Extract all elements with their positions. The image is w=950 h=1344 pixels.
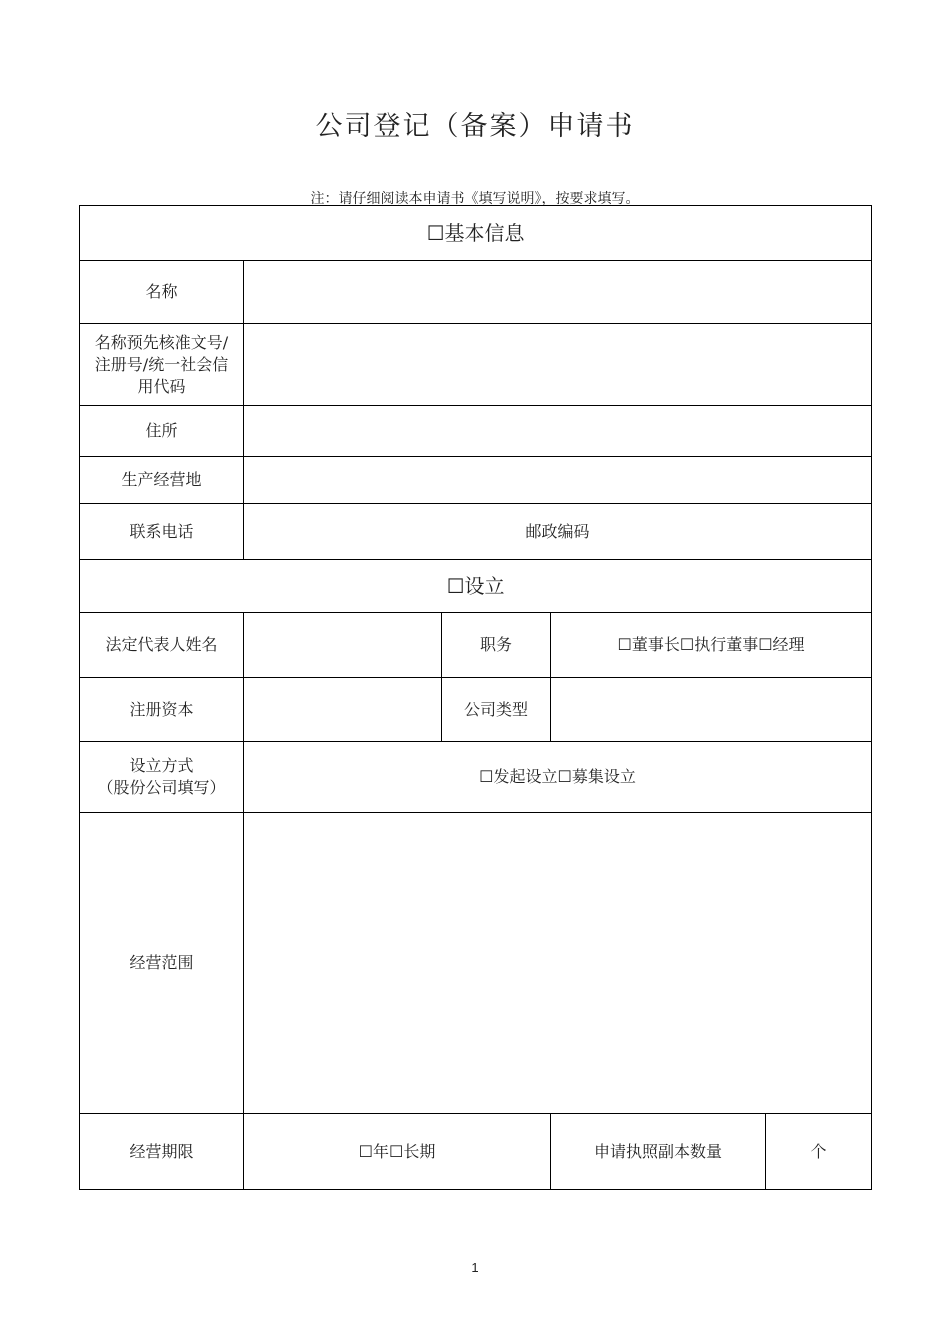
address-label: 住所: [80, 406, 244, 457]
production-site-field[interactable]: [244, 457, 872, 504]
basic-info-section-row: [80, 206, 872, 261]
business-scope-label: 经营范围: [80, 813, 244, 1114]
phone-label: 联系电话: [80, 504, 244, 560]
name-label: 名称: [80, 261, 244, 324]
company-type-label: 公司类型: [442, 678, 551, 742]
production-site-label: 生产经营地: [80, 457, 244, 504]
production-site-row: [80, 457, 872, 504]
basic-info-header[interactable]: ☐基本信息: [80, 206, 872, 261]
legal-rep-field[interactable]: [244, 613, 442, 678]
name-row: [80, 261, 872, 324]
legal-rep-label: 法定代表人姓名: [80, 613, 244, 678]
postcode-label: 邮政编码: [525, 521, 590, 541]
term-row: [80, 1114, 872, 1190]
license-copies-unit: 个: [810, 1141, 827, 1161]
license-copies-label: 申请执照副本数量: [551, 1114, 766, 1190]
name-field[interactable]: [244, 261, 872, 324]
phone-row: [80, 504, 872, 560]
method-options[interactable]: ☐发起设立☐募集设立: [244, 742, 872, 813]
term-label: 经营期限: [80, 1114, 244, 1190]
legal-rep-row: [80, 613, 872, 678]
address-row: [80, 406, 872, 457]
registration-form-table: [79, 205, 872, 1190]
establishment-section-row: [80, 560, 872, 613]
postcode-field[interactable]: [244, 504, 872, 560]
address-field[interactable]: [244, 406, 872, 457]
license-copies-field[interactable]: [766, 1114, 872, 1190]
pre-approval-label: 名称预先核准文号/ 注册号/统一社会信 用代码: [80, 324, 244, 406]
term-options[interactable]: ☐年☐长期: [244, 1114, 551, 1190]
pre-approval-field[interactable]: [244, 324, 872, 406]
business-scope-row: [80, 813, 872, 1114]
establishment-header[interactable]: ☐设立: [80, 560, 872, 613]
registered-capital-label: 注册资本: [80, 678, 244, 742]
method-row: [80, 742, 872, 813]
business-scope-field[interactable]: [244, 813, 872, 1114]
registered-capital-field[interactable]: [244, 678, 442, 742]
position-options[interactable]: ☐董事长☐执行董事☐经理: [551, 613, 872, 678]
position-label: 职务: [442, 613, 551, 678]
pre-approval-row: [80, 324, 872, 406]
page-number: 1: [471, 1260, 479, 1275]
method-label: 设立方式 （股份公司填写）: [80, 742, 244, 813]
capital-row: [80, 678, 872, 742]
document-title: 公司登记（备案）申请书: [315, 111, 635, 142]
instruction-note: 注：请仔细阅读本申请书《填写说明》，按要求填写。: [310, 191, 640, 207]
company-type-field[interactable]: [551, 678, 872, 742]
